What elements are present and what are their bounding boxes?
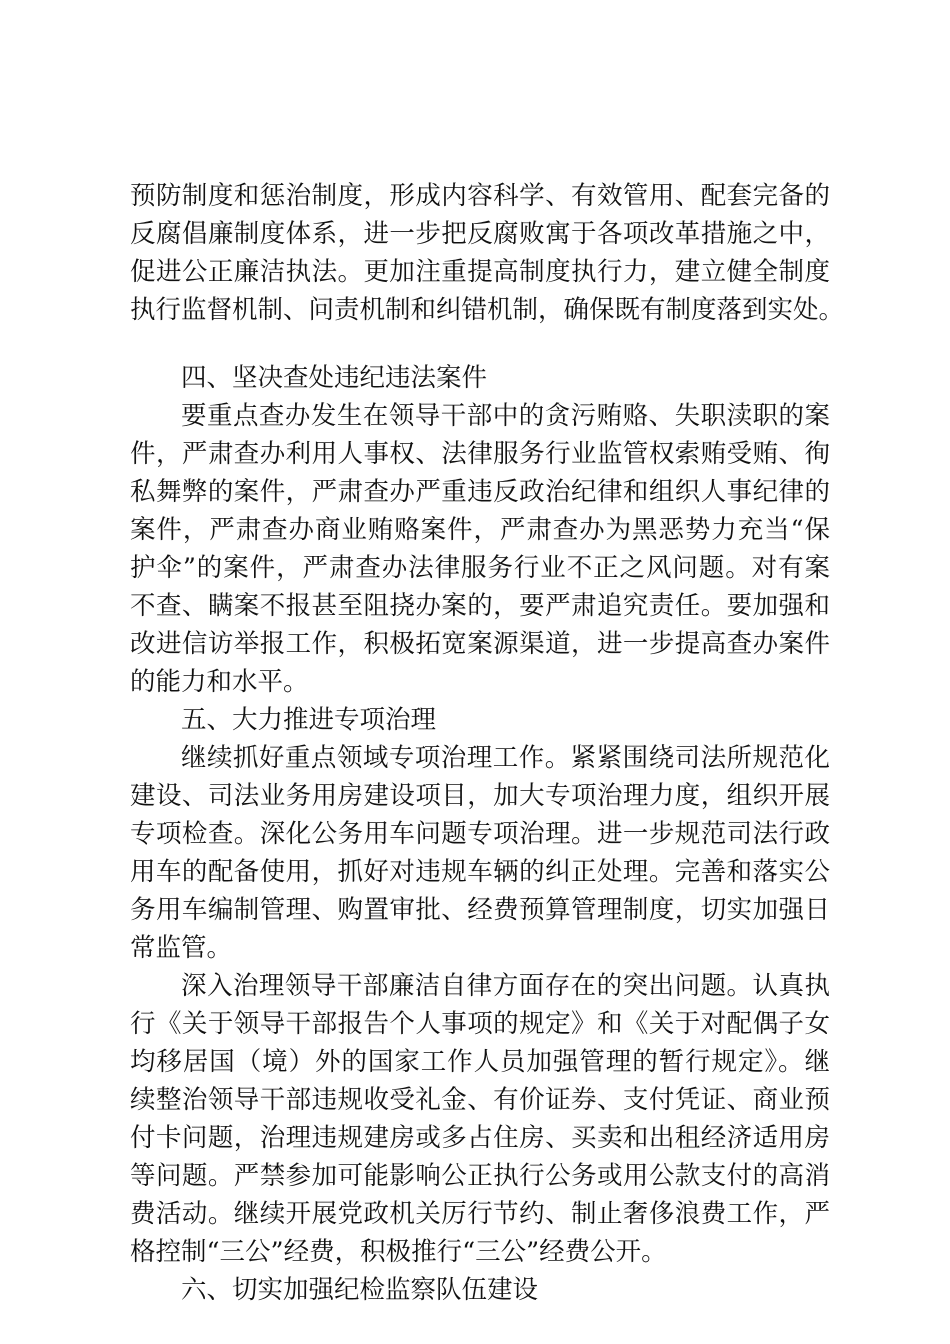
body-line: 续整治领导干部违规收受礼金、有价证券、支付凭证、商业预	[130, 1085, 830, 1115]
body-line: 专项检查。深化公务用车问题专项治理。进一步规范司法行政	[130, 819, 830, 849]
body-line: 费活动。继续开展党政机关厉行节约、制止奢侈浪费工作，严	[130, 1199, 830, 1229]
body-line: 均移居国（境）外的国家工作人员加强管理的暂行规定》。继	[130, 1047, 830, 1077]
paragraph-first-line: 继续抓好重点领域专项治理工作。紧紧围绕司法所规范化	[181, 743, 830, 773]
body-line: 案件，严肃查办商业贿赂案件，严肃查办为黑恶势力充当“保	[130, 515, 830, 545]
body-line: 付卡问题，治理违规建房或多占住房、买卖和出租经济适用房	[130, 1123, 830, 1153]
section-heading: 五、大力推进专项治理	[181, 705, 437, 735]
body-line: 的能力和水平。	[130, 667, 309, 697]
body-line: 格控制“三公”经费，积极推行“三公”经费公开。	[130, 1237, 667, 1267]
body-line: 促进公正廉洁执法。更加注重提高制度执行力，建立健全制度	[130, 257, 830, 287]
body-line: 用车的配备使用，抓好对违规车辆的纠正处理。完善和落实公	[130, 857, 830, 887]
body-line: 反腐倡廉制度体系，进一步把反腐败寓于各项改革措施之中，	[130, 219, 830, 249]
body-line: 务用车编制管理、购置审批、经费预算管理制度，切实加强日	[130, 895, 830, 925]
body-line: 预防制度和惩治制度，形成内容科学、有效管用、配套完备的	[130, 181, 830, 211]
body-line: 常监管。	[130, 933, 233, 963]
body-line: 件，严肃查办利用人事权、法律服务行业监管权索贿受贿、徇	[130, 439, 830, 469]
body-line: 建设、司法业务用房建设项目，加大专项治理力度，组织开展	[130, 781, 830, 811]
section-heading: 六、切实加强纪检监察队伍建设	[181, 1275, 539, 1305]
body-line: 私舞弊的案件，严肃查办严重违反政治纪律和组织人事纪律的	[130, 477, 830, 507]
body-line: 改进信访举报工作，积极拓宽案源渠道，进一步提高查办案件	[130, 629, 830, 659]
body-line: 执行监督机制、问责机制和纠错机制，确保既有制度落到实处。	[130, 295, 845, 325]
body-line: 等问题。严禁参加可能影响公正执行公务或用公款支付的高消	[130, 1161, 830, 1191]
paragraph-first-line: 深入治理领导干部廉洁自律方面存在的突出问题。认真执	[181, 971, 830, 1001]
body-line: 不查、瞒案不报甚至阻挠办案的，要严肃追究责任。要加强和	[130, 591, 830, 621]
paragraph-first-line: 要重点查办发生在领导干部中的贪污贿赂、失职渎职的案	[181, 401, 830, 431]
section-heading: 四、坚决查处违纪违法案件	[181, 363, 488, 393]
body-line: 护伞”的案件，严肃查办法律服务行业不正之风问题。对有案	[130, 553, 830, 583]
body-line: 行《关于领导干部报告个人事项的规定》和《关于对配偶子女	[130, 1009, 830, 1039]
